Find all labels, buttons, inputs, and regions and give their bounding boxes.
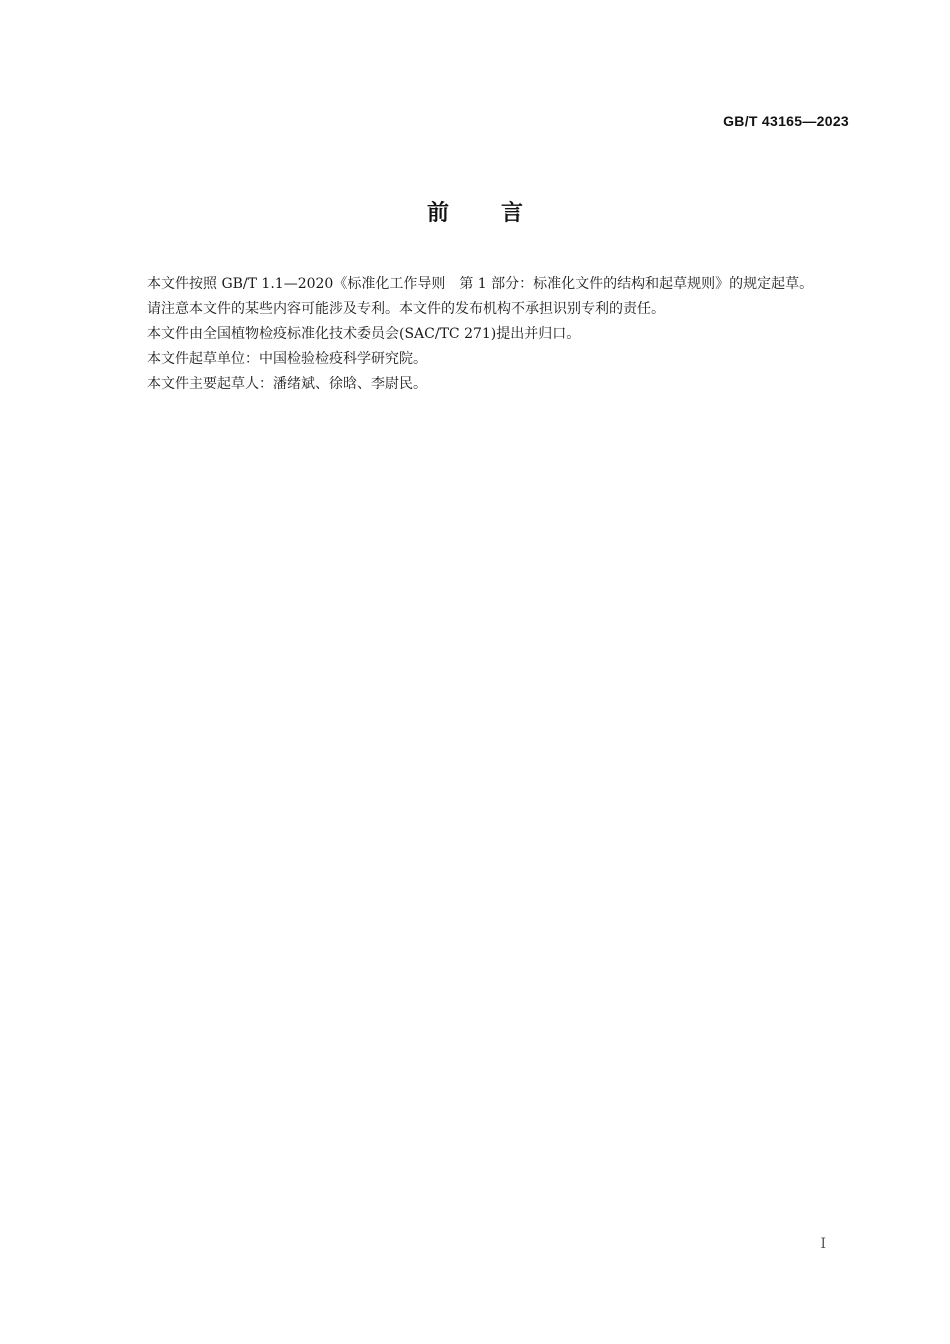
page-number: I (820, 1236, 826, 1252)
paragraph-patent-notice: 请注意本文件的某些内容可能涉及专利。本文件的发布机构不承担识别专利的责任。 (147, 301, 665, 317)
paragraph-drafting-rules: 本文件按照 GB/T 1.1—2020《标准化工作导则 第 1 部分：标准化文件的结构和起草规则》的规定起草。 (147, 276, 814, 292)
page-title: 前言 (426, 201, 575, 226)
paragraph-proposer: 本文件由全国植物检疫标准化技术委员会(SAC/TC 271)提出并归口。 (147, 326, 581, 342)
paragraph-drafters: 本文件主要起草人：潘绪斌、徐晗、李尉民。 (147, 376, 427, 392)
standard-number: GB/T 43165—2023 (723, 113, 849, 129)
paragraph-drafting-unit: 本文件起草单位：中国检验检疫科学研究院。 (147, 351, 427, 367)
foreword-body (115, 272, 850, 397)
